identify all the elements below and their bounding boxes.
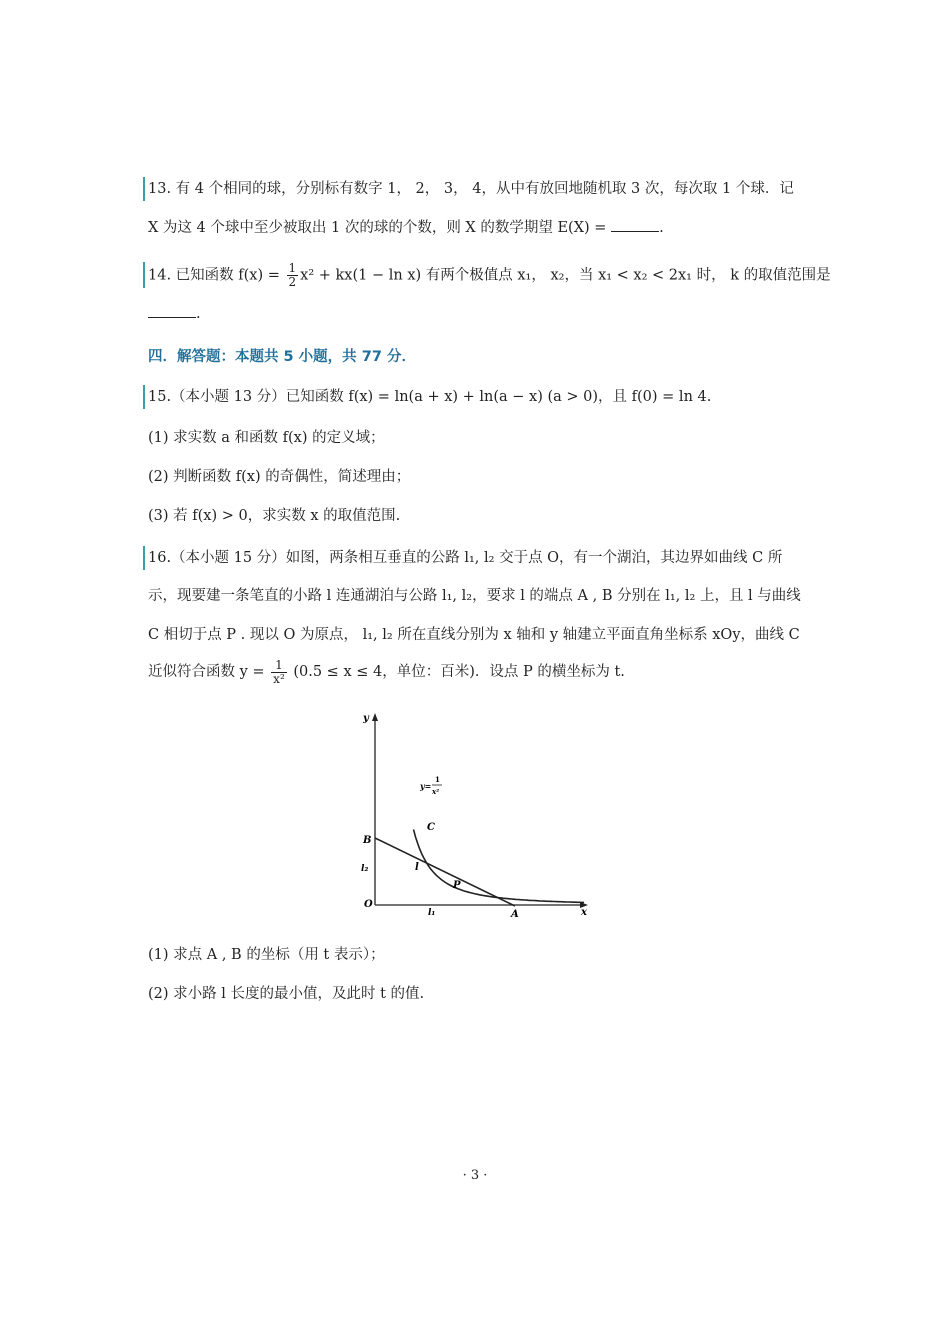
- question-13-marker: [143, 177, 145, 201]
- curve-label-prefix: y=: [420, 781, 432, 791]
- label-b: B: [363, 835, 372, 846]
- fraction-one-over-x-squared: [271, 659, 287, 686]
- label-a: A: [511, 909, 519, 920]
- question-13-text: X 为这 4 个球中至少被取出 1 次的球的个数，则 X 的数学期望 E(X) =: [148, 220, 612, 236]
- curve-c: [414, 830, 585, 903]
- question-14-text: x² + kx(1 − ln x) 有两个极值点 x₁， x₂，当 x₁ < x₂ < 2x₁ 时， k 的取值范围是: [300, 267, 831, 284]
- label-c: C: [427, 822, 435, 833]
- question-16-function-suffix: (0.5 ≤ x ≤ 4，单位：百米)．设点 P 的横坐标为 t.: [288, 664, 625, 680]
- question-13-line-2: [148, 217, 664, 238]
- lake-road-figure: [355, 705, 595, 920]
- question-14-line-1: [148, 262, 831, 289]
- fraction-numerator: 1: [288, 261, 297, 275]
- question-13-end: .: [659, 220, 664, 236]
- fraction-numerator: 1: [271, 659, 287, 673]
- curve-label-numerator: 1: [435, 775, 440, 784]
- curve-label-denominator: x²: [432, 787, 440, 796]
- question-14-end: .: [196, 306, 201, 322]
- answer-blank-14[interactable]: [148, 303, 196, 318]
- label-p: P: [453, 880, 461, 891]
- question-13-line-1: 13. 有 4 个相同的球，分别标有数字 1， 2， 3， 4，从中有放回地随机取 3 次，每次取 1 个球．记: [148, 181, 794, 197]
- question-15-line-1: 15.（本小题 13 分）已知函数 f(x) = ln(a + x) + ln(a − x) (a > 0)，且 f(0) = ln 4.: [148, 389, 712, 405]
- question-15-marker: [143, 385, 145, 409]
- label-y: y: [363, 713, 369, 724]
- question-15-part-2: (2) 判断函数 f(x) 的奇偶性，简述理由；: [148, 469, 411, 485]
- question-16-function-prefix: 近似符合函数 y =: [148, 664, 270, 680]
- question-16-line-3: C 相切于点 P . 现以 O 为原点， l₁, l₂ 所在直线分别为 x 轴和 y 轴建立平面直角坐标系 xOy，曲线 C: [148, 627, 800, 643]
- y-axis-arrow: [372, 713, 378, 721]
- question-16-part-2: (2) 求小路 l 长度的最小值，及此时 t 的值.: [148, 986, 425, 1002]
- question-16-marker: [143, 546, 145, 570]
- fraction-one-half: [287, 262, 299, 289]
- tangent-line-l: [375, 838, 515, 906]
- question-16-line-1: 16.（本小题 15 分）如图，两条相互垂直的公路 l₁, l₂ 交于点 O，有一个湖泊，其边界如曲线 C 所: [148, 550, 783, 566]
- question-15-part-1: (1) 求实数 a 和函数 f(x) 的定义域；: [148, 430, 385, 446]
- question-16-part-1: (1) 求点 A , B 的坐标（用 t 表示）；: [148, 947, 385, 963]
- question-16-line-4: [148, 658, 625, 686]
- label-l1: l₁: [428, 908, 436, 918]
- question-14-line-2: [148, 303, 201, 324]
- fraction-denominator: 2: [288, 275, 297, 289]
- question-16-line-2: 示，现要建一条笔直的小路 l 连通湖泊与公路 l₁, l₂，要求 l 的端点 A , B 分别在 l₁, l₂ 上，且 l 与曲线: [148, 588, 801, 604]
- label-x: x: [581, 907, 587, 918]
- label-o: O: [364, 899, 373, 910]
- answer-blank-13[interactable]: [611, 217, 659, 232]
- section-heading: 四．解答题：本题共 5 小题，共 77 分．: [148, 349, 416, 365]
- label-l2: l₂: [361, 864, 369, 874]
- question-14-prefix: 14. 已知函数 f(x) =: [148, 267, 285, 284]
- page-number: · 3 ·: [462, 1168, 488, 1183]
- label-l: l: [415, 862, 419, 873]
- question-14-marker: [143, 262, 145, 288]
- fraction-denominator: x²: [273, 671, 285, 686]
- question-15-part-3: (3) 若 f(x) > 0，求实数 x 的取值范围.: [148, 508, 401, 524]
